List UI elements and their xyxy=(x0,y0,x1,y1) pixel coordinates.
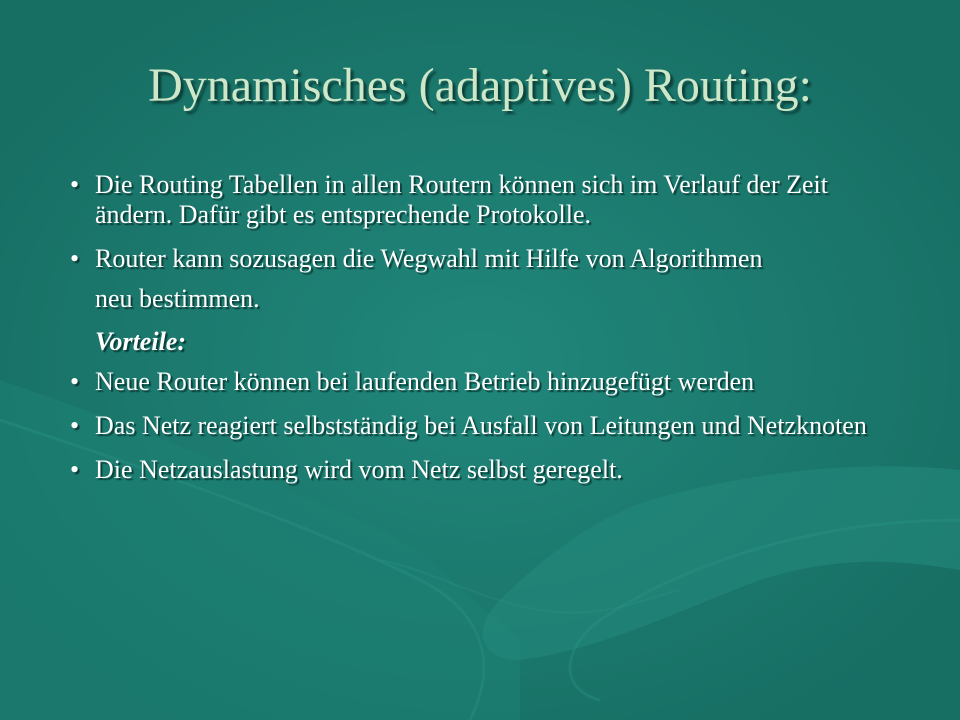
bullet-item xyxy=(70,411,910,441)
bullet-item xyxy=(70,455,910,485)
vorteile-heading: Vorteile: xyxy=(95,327,186,356)
bullet-text-line1: Router kann sozusagen die Wegwahl mit Hilfe von Algorithmen xyxy=(95,244,763,273)
section-heading-item xyxy=(70,327,910,357)
bullet-text: Das Netz reagiert selbstständig bei Ausfall von Leitungen und Netzknoten xyxy=(95,411,867,440)
bullet-item xyxy=(70,170,910,230)
bullet-item xyxy=(70,367,910,397)
bullet-text: Neue Router können bei laufenden Betrieb hinzugefügt werden xyxy=(95,367,755,396)
slide-title: Dynamisches (adaptives) Routing: xyxy=(148,59,812,112)
bullet-text: Die Netzauslastung wird vom Netz selbst geregelt. xyxy=(95,455,623,484)
bullet-text: Die Routing Tabellen in allen Routern können sich im Verlauf der Zeit ändern. Dafür gibt es entsprechende Protokolle. xyxy=(95,170,828,229)
bullet-list xyxy=(70,170,910,485)
bullet-item xyxy=(70,244,910,314)
bullet-text-line2: neu bestimmen. xyxy=(95,284,260,313)
